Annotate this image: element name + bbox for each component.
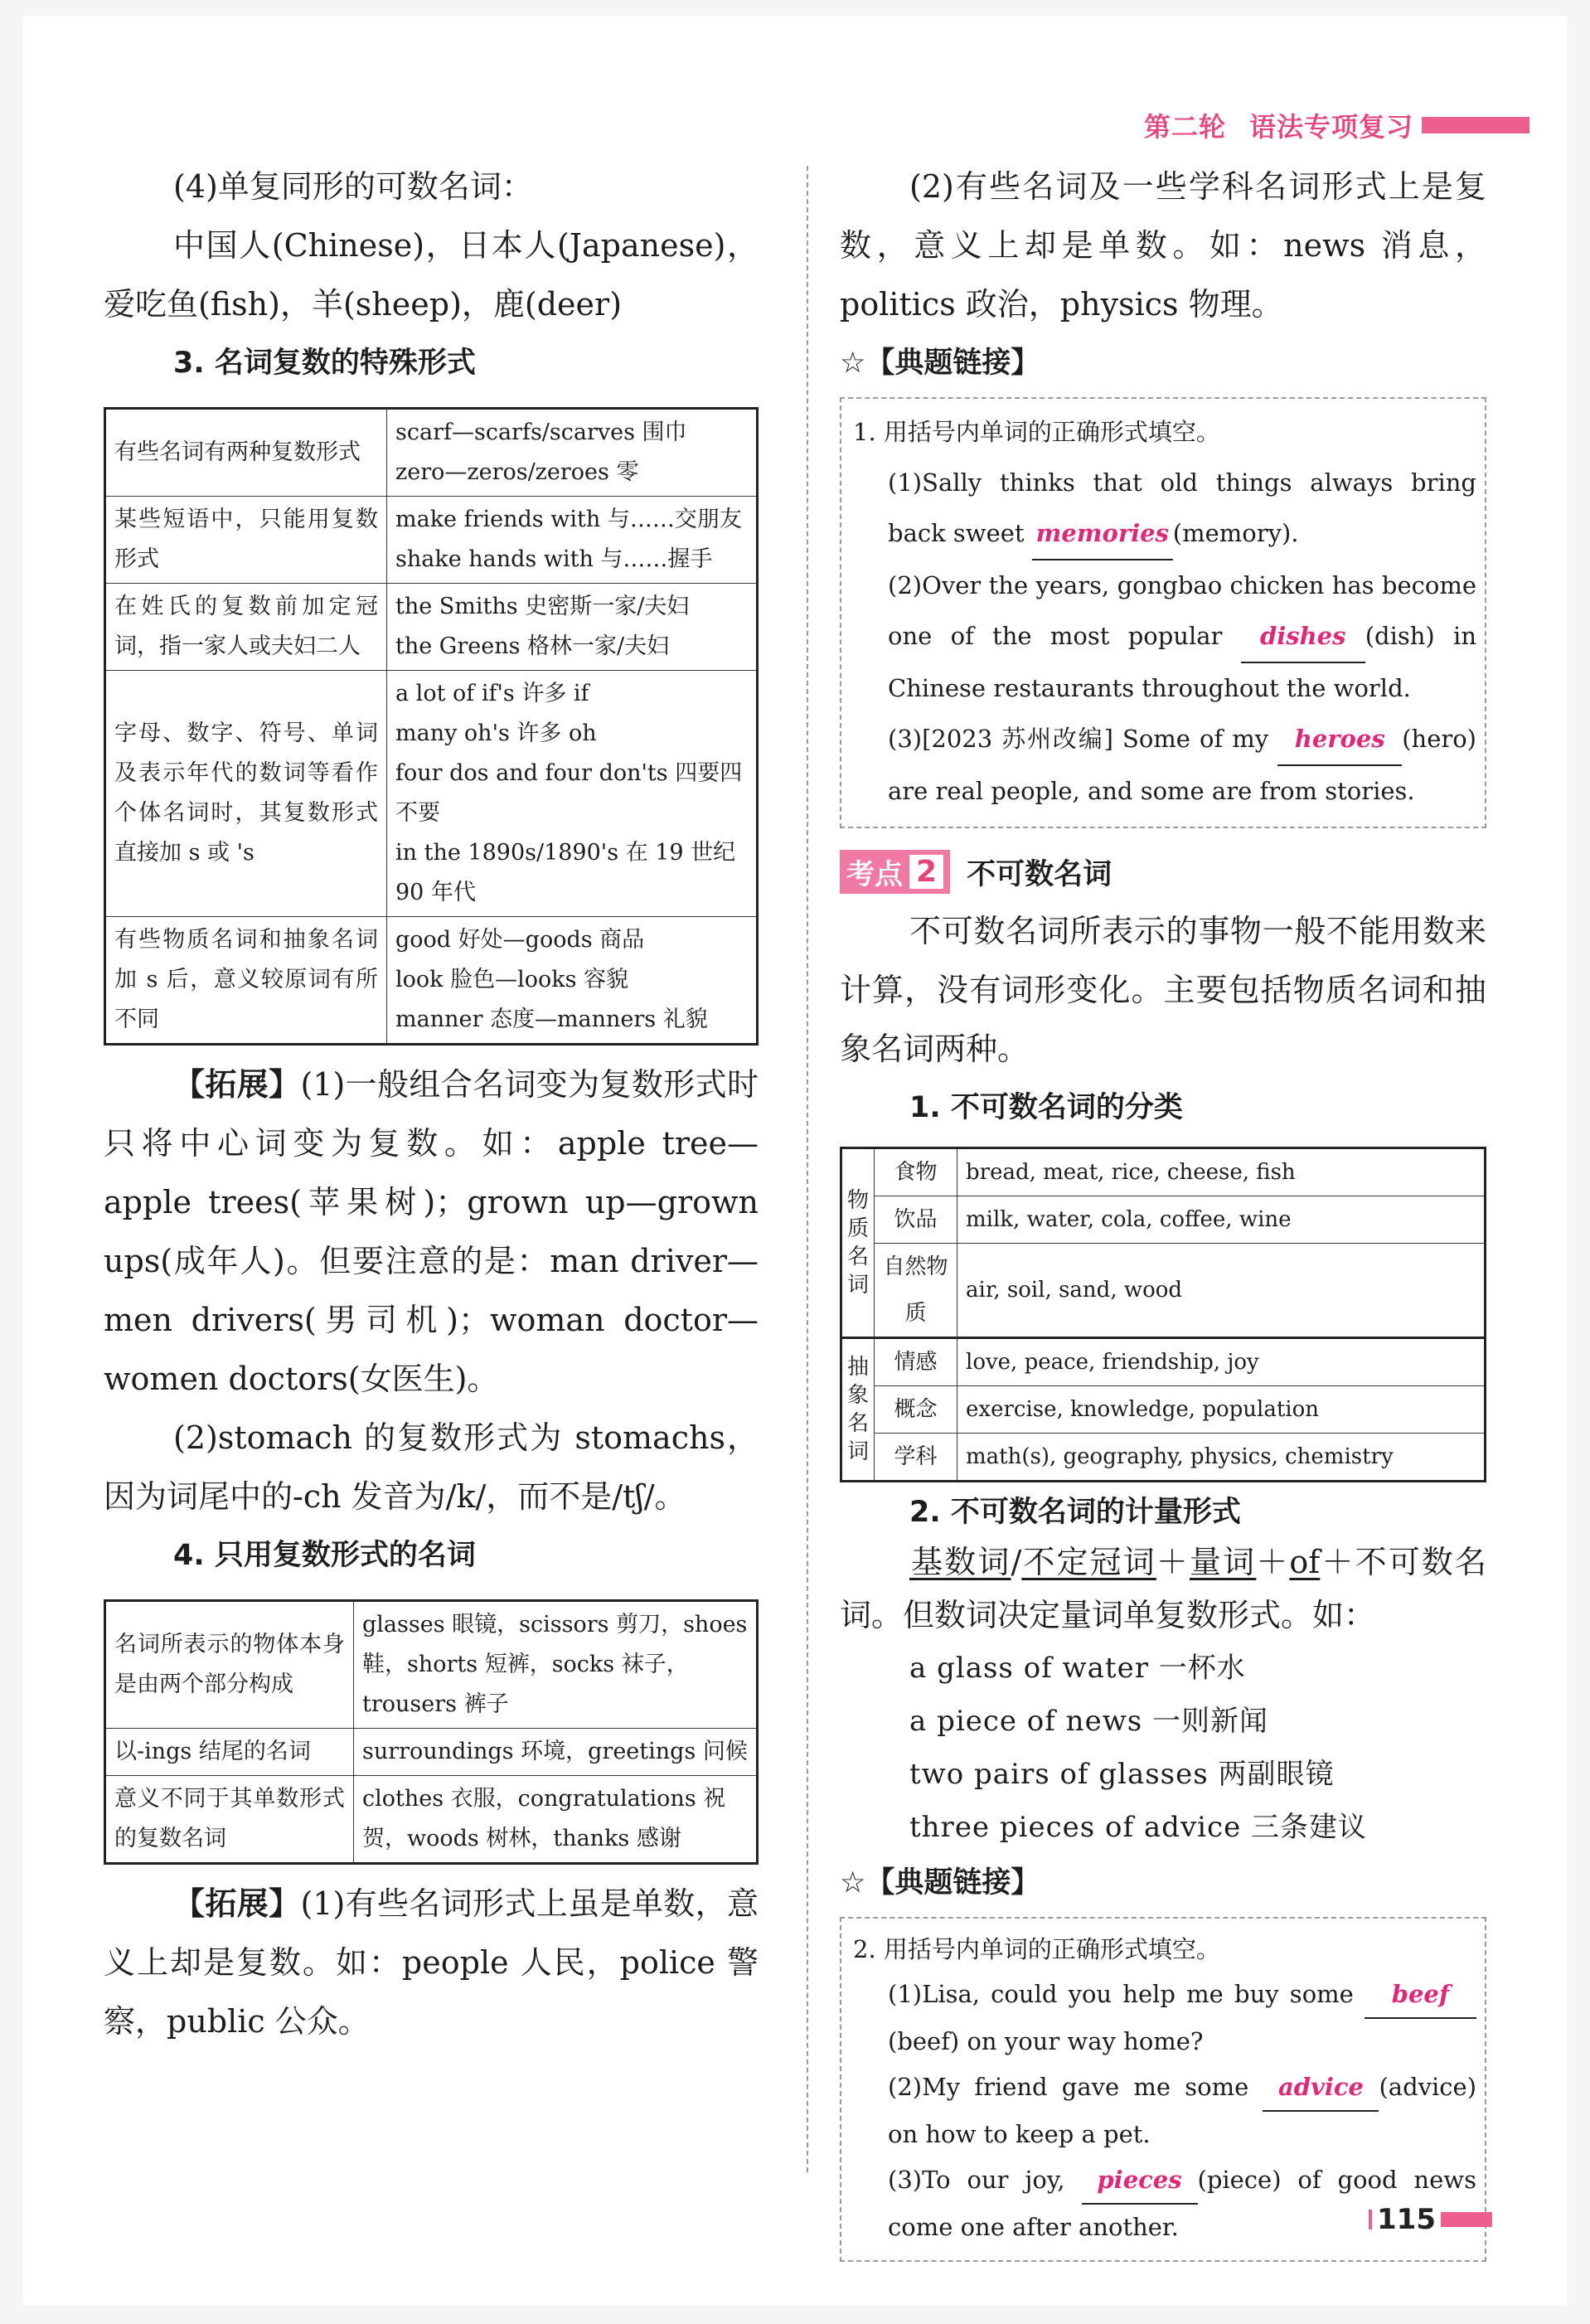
table-cell: 以-ings 结尾的名词 [105,1729,354,1776]
table-cell [387,497,758,584]
answer-blank: heroes [1277,714,1402,766]
extension-text: (1)有些名词形式上虽是单数，意义上却是复数。如：people 人民，police 警察，public 公众。 [104,1885,759,2040]
page-footer [1369,2203,1492,2236]
exercise-item [853,2064,1476,2157]
cell-line: four dos and four don'ts 四要四不要 [395,760,743,826]
exercise-text: (beef) on your way home? [888,2027,1204,2055]
table-row [105,1776,758,1864]
category-cell: 抽象名词 [841,1338,875,1482]
formula-rest: 不可数名词。但数词决定量词单复数形式。如： [840,1544,1486,1633]
example-line: a glass of water 一杯水 [909,1652,1246,1685]
exercise-item [853,458,1476,560]
table-row [105,409,758,497]
table-uncountable [840,1147,1486,1482]
exam-point-title: 不可数名词 [967,857,1113,891]
table-cell: 字母、数字、符号、单词及表示年代的数词等看作个体名词时，其复数形式直接加 s 或 's [105,671,387,917]
right-para-2: 不可数名词所表示的事物一般不能用数来计算，没有词形变化。主要包括物质名词和抽象名词两种。 [840,913,1486,1067]
table-cell: glasses 眼镜，scissors 剪刀，shoes 鞋，shorts 短裤，socks 袜子，trousers 裤子 [354,1601,758,1729]
cell-line: a lot of if's 许多 if [395,681,589,706]
cell-line: the Greens 格林一家/夫妇 [395,633,670,659]
exam-point-label: 考点 [846,858,903,891]
formula-part: 不定冠词 [1021,1544,1156,1580]
table-cell: 饮品 [875,1196,957,1244]
header-bar [1422,117,1529,133]
table-row [841,1386,1486,1434]
cell-line: zero—zeros/zeroes 零 [395,459,639,485]
table-cell: milk, water, cola, coffee, wine [957,1196,1486,1244]
cell-line: make friends with 与……交朋友 [395,507,742,532]
measure-formula: 基数词/不定冠词＋量词＋of＋不可数名词。但数词决定量词单复数形式。如： [840,1544,1486,1633]
table-row [841,1148,1486,1196]
table-cell: 意义不同于其单数形式的复数名词 [105,1776,354,1864]
exercise-text: (1)Lisa, could you help me buy some [888,1980,1354,2008]
cell-line: shake hands with 与……握手 [395,546,713,572]
table-cell: 某些短语中，只能用复数形式 [105,497,387,584]
table-cell: air, soil, sand, wood [957,1244,1486,1338]
table-row [841,1244,1486,1338]
cell-line: manner 态度—manners 礼貌 [395,1007,708,1032]
cell-line: look 脸色—looks 容貌 [395,967,629,992]
answer-blank: dishes [1241,611,1365,663]
left-column [104,158,759,2051]
example-link-heading: ☆【典题链接】 [840,347,1040,380]
answer-blank: advice [1263,2064,1379,2112]
cell-line: the Smiths 史密斯一家/夫妇 [395,594,690,619]
extension-1-part2: (2)stomach 的复数形式为 stomachs，因为词尾中的-ch 发音为/k/，而不是/tʃ/。 [104,1419,759,1515]
table-cell: 食物 [875,1148,957,1196]
table-cell [387,409,758,497]
table-row [105,671,758,917]
answer-blank: memories [1032,508,1173,560]
exercise-text: (3)To our joy, [888,2166,1065,2194]
exercise-question: 1. 用括号内单词的正确形式填空。 [853,418,1220,446]
exercise-text: (advice) on how to keep a pet. [888,2073,1477,2148]
table-cell: exercise, knowledge, population [957,1386,1486,1434]
cell-line: scarf—scarfs/scarves 围巾 [395,420,687,445]
category-cell: 物质名词 [841,1148,875,1338]
table-cell: math(s), geography, physics, chemistry [957,1434,1486,1482]
exercise-text: (piece) of good news come one after another. [888,2166,1476,2241]
formula-part: 基数词 [909,1544,1011,1580]
table-cell: 有些名词有两种复数形式 [105,409,387,497]
table-plural-only [104,1599,759,1865]
table-cell [387,584,758,671]
table-cell [387,671,758,917]
table-row [105,584,758,671]
right-column [840,158,1486,2262]
extension-2 [104,1875,759,2051]
table-row [105,917,758,1045]
exercise-item [853,714,1476,817]
answer-blank: beef [1365,1972,1476,2019]
exercise-item [853,560,1476,714]
heading-uncountable-types: 1. 不可数名词的分类 [909,1091,1183,1124]
extension-1 [104,1055,759,1409]
cell-line: good 好处—goods 商品 [395,927,645,953]
cell-line: many oh's 许多 oh [395,720,597,746]
left-para-1: (4)单复同形的可数名词： [173,168,533,205]
header-part1: 第二轮 [1143,111,1226,143]
extension-label: 【拓展】 [173,1885,301,1922]
exam-point-heading [840,850,1486,894]
header-part2: 语法专项复习 [1248,111,1413,143]
table-cell: bread, meat, rice, cheese, fish [957,1148,1486,1196]
exercise-text: (hero) are real people, and some are from stories. [888,725,1476,805]
heading-measure: 2. 不可数名词的计量形式 [909,1496,1241,1529]
example-line: a piece of news 一则新闻 [909,1705,1269,1738]
table-row [105,1729,758,1776]
page-number: 115 [1377,2203,1436,2236]
exercise-question: 2. 用括号内单词的正确形式填空。 [853,1935,1220,1963]
table-cell: 有些物质名词和抽象名词加 s 后，意义较原词有所不同 [105,917,387,1045]
heading-3: 3. 名词复数的特殊形式 [173,347,476,380]
exercise-text: (2)My friend gave me some [888,2073,1249,2101]
page [23,17,1567,2305]
table-cell: 概念 [875,1386,957,1434]
table-cell: clothes 衣服，congratulations 祝贺，woods 树林，thanks 感谢 [354,1776,758,1864]
right-para-1: (2)有些名词及一些学科名词形式上是复数，意义上却是单数。如：news 消息，politics 政治，physics 物理。 [840,168,1486,323]
extension-text: (1)一般组合名词变为复数形式时只将中心词变为复数。如：apple tree—apple trees(苹果树)；grown up—grown ups(成年人)。但要注意的是：man driver—men drivers(男司机)；woman doctor—women doctors(女医生)。 [104,1066,759,1397]
extension-label: 【拓展】 [173,1066,301,1103]
table-row [841,1196,1486,1244]
example-line: three pieces of advice 三条建议 [909,1811,1367,1844]
table-plural-special [104,407,759,1046]
exam-point-number: 2 [909,855,943,889]
exercise-item [853,1972,1476,2064]
table-row [841,1338,1486,1386]
heading-4: 4. 只用复数形式的名词 [173,1539,476,1572]
exercise-box-1 [840,397,1486,828]
page-header [1144,106,1529,144]
table-cell: 名词所表示的物体本身是由两个部分构成 [105,1601,354,1729]
table-cell: surroundings 环境，greetings 问候 [354,1729,758,1776]
table-cell: 自然物质 [875,1244,957,1338]
table-row [105,1601,758,1729]
exercise-text: (2)Over the years, gongbao chicken has become one of the most popular [888,571,1476,650]
table-cell: 情感 [875,1338,957,1386]
example-link-heading-2: ☆【典题链接】 [840,1866,1040,1899]
exercise-text: (memory). [1172,519,1299,547]
table-cell: 在姓氏的复数前加定冠词，指一家人或夫妇二人 [105,584,387,671]
exam-point-tag [840,850,950,894]
exercise-text: (dish) in Chinese restaurants throughout the world. [888,622,1477,702]
exercise-text: (3)[2023 苏州改编] Some of my [888,725,1269,753]
exercise-text: (1)Sally thinks that old things always bring back sweet [888,468,1476,547]
footer-tick [1369,2210,1372,2229]
formula-part: 量词 [1190,1544,1257,1580]
footer-bar [1441,2212,1492,2227]
table-row [105,497,758,584]
table-cell: love, peace, friendship, joy [957,1338,1486,1386]
column-divider [807,166,808,2172]
example-line: two pairs of glasses 两副眼镜 [909,1758,1335,1791]
table-row [841,1434,1486,1482]
formula-part: of [1289,1544,1321,1580]
table-cell: 学科 [875,1434,957,1482]
answer-blank: pieces [1082,2157,1198,2205]
cell-line: in the 1890s/1890's 在 19 世纪 90 年代 [395,840,736,905]
left-para-2: 中国人(Chinese)，日本人(Japanese)，爱吃鱼(fish)，羊(sheep)，鹿(deer) [104,227,759,323]
table-cell [387,917,758,1045]
